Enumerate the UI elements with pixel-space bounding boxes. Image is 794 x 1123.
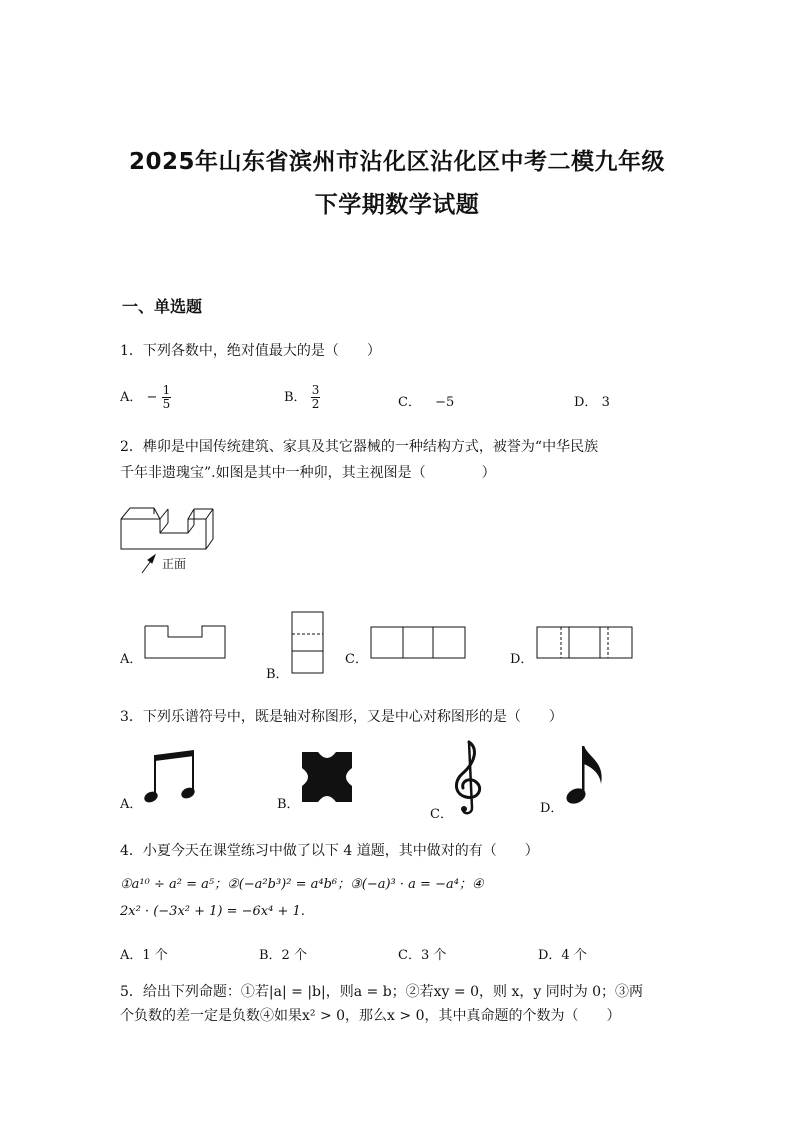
question-2-stem-line2: 千年非遗瑰宝”.如图是其中一种卯，其主视图是（ ） <box>120 465 496 481</box>
q4-option-b[interactable]: B．2 个 <box>259 948 307 963</box>
question-5-line1: 5．给出下列命题：①若|a| = |b|，则a = b；②若xy = 0，则 x，y 同时为 0；③两 <box>120 984 644 1000</box>
front-view-label: 正面 <box>162 557 187 571</box>
q2-option-d-label[interactable]: D． <box>510 652 534 667</box>
denominator: 5 <box>162 397 171 411</box>
q4-option-d[interactable]: D．4 个 <box>538 948 587 963</box>
page-title-line2: 下学期数学试题 <box>314 192 480 218</box>
q4-option-c[interactable]: C．3 个 <box>398 948 447 963</box>
question-5-line2: 个负数的差一定是负数④如果x² > 0，那么x > 0，其中真命题的个数为（ ） <box>120 1008 621 1024</box>
q1-option-a[interactable] <box>120 384 171 411</box>
q3-option-b-label[interactable]: B． <box>277 797 300 812</box>
option-label: A． <box>120 390 143 405</box>
q2-option-b-label[interactable]: B． <box>266 667 289 682</box>
q2-option-d-figure[interactable] <box>536 626 633 659</box>
beamed-notes-icon[interactable] <box>142 749 198 807</box>
section-title: 一、单选题 <box>122 297 203 316</box>
q3-option-a-label[interactable]: A． <box>120 797 143 812</box>
q2-option-c-label[interactable]: C． <box>345 652 368 667</box>
eighth-note-icon[interactable] <box>563 744 607 806</box>
q2-option-a-figure[interactable] <box>144 625 226 659</box>
option-label: C． <box>398 395 421 410</box>
denominator: 2 <box>311 397 320 411</box>
page-title-line1: 2025年山东省滨州市沾化区沾化区中考二模九年级 <box>128 149 665 175</box>
q2-option-c-figure[interactable] <box>370 626 466 659</box>
option-label: D． <box>574 395 598 410</box>
question-1-stem: 1．下列各数中，绝对值最大的是（ ） <box>120 343 381 359</box>
option-sign: − <box>146 390 158 405</box>
option-value: −5 <box>435 395 455 410</box>
q2-option-a-label[interactable]: A． <box>120 652 143 667</box>
question-4-items-line1: ①a¹⁰ ÷ a² = a⁵；②(−a²b³)² = a⁴b⁶；③(−a)³ · a = −a⁴；④ <box>120 877 484 892</box>
numerator: 1 <box>162 383 171 397</box>
double-sharp-icon[interactable] <box>302 752 352 802</box>
q2-option-b-figure[interactable] <box>291 611 324 674</box>
fraction <box>311 384 321 411</box>
question-4-items-line2: 2x² · (−3x² + 1) = −6x⁴ + 1. <box>120 904 305 919</box>
numerator: 3 <box>311 383 320 397</box>
option-value: 3 <box>601 395 610 410</box>
q3-option-d-label[interactable]: D． <box>540 801 564 816</box>
q1-option-b[interactable] <box>284 384 320 411</box>
question-3-stem: 3．下列乐谱符号中，既是轴对称图形，又是中心对称图形的是（ ） <box>120 709 563 725</box>
q4-option-a[interactable]: A．1 个 <box>120 948 168 963</box>
fraction <box>162 384 172 411</box>
question-4-stem: 4．小夏今天在课堂练习中做了以下 4 道题，其中做对的有（ ） <box>120 843 539 859</box>
treble-clef-icon[interactable] <box>452 740 486 816</box>
q3-option-c-label[interactable]: C． <box>430 807 453 822</box>
q1-option-d[interactable] <box>574 391 610 410</box>
option-label: B． <box>284 390 307 405</box>
question-2-stem-line1: 2．榫卯是中国传统建筑、家具及其它器械的一种结构方式，被誉为“中华民族 <box>120 439 599 455</box>
q1-option-c[interactable] <box>398 391 454 410</box>
